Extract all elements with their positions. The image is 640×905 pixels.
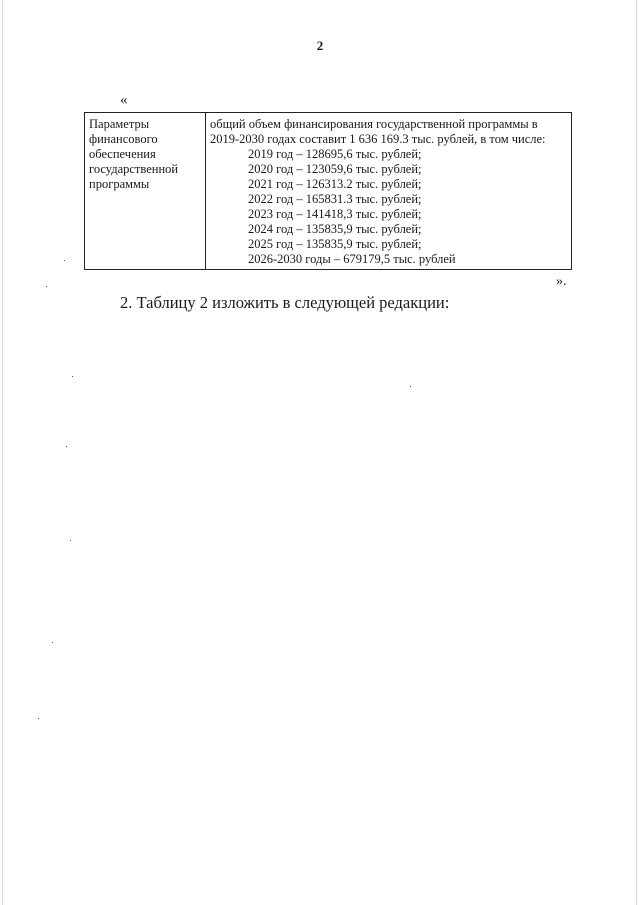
page-number: 2 [316, 38, 324, 53]
list-item: 2021 год – 126313.2 тыс. рублей; [248, 177, 422, 191]
list-item: 2020 год – 123059,6 тыс. рублей; [248, 162, 422, 176]
list-item: 2026-2030 годы – 679179,5 тыс. рублей [248, 252, 456, 266]
closing-quote-mark: ». [556, 274, 567, 289]
opening-quote-mark: « [120, 92, 128, 108]
yearly-financing-list [210, 147, 567, 267]
parameter-value-cell [206, 113, 572, 270]
list-item: 2022 год – 165831.3 тыс. рублей; [248, 192, 422, 206]
scan-speck [410, 386, 411, 387]
list-item: 2025 год – 135835,9 тыс. рублей; [248, 237, 422, 251]
amendment-instruction: 2. Таблицу 2 изложить в следующей редакции: [120, 293, 450, 312]
list-item: 2023 год – 141418,3 тыс. рублей; [248, 207, 422, 221]
scan-speck [38, 718, 39, 719]
parameter-label-cell: Параметры финансового обеспечения государственной программы [85, 113, 206, 270]
scan-edge-left [2, 0, 3, 905]
scan-edge-right [636, 0, 637, 905]
table-row [85, 113, 572, 270]
list-item: 2019 год – 128695,6 тыс. рублей; [248, 147, 422, 161]
scan-speck [66, 446, 67, 447]
list-item: 2024 год – 135835,9 тыс. рублей; [248, 222, 422, 236]
scan-speck [46, 286, 47, 287]
scan-speck [64, 260, 65, 261]
scan-speck [70, 540, 71, 541]
scan-speck [72, 376, 73, 377]
financing-parameters-table [84, 112, 572, 270]
scan-speck [52, 642, 53, 643]
financing-total-text: общий объем финансирования государственной программы в 2019-2030 годах составит 1 636 169.3 тыс. рублей, в том числе: [210, 117, 546, 146]
